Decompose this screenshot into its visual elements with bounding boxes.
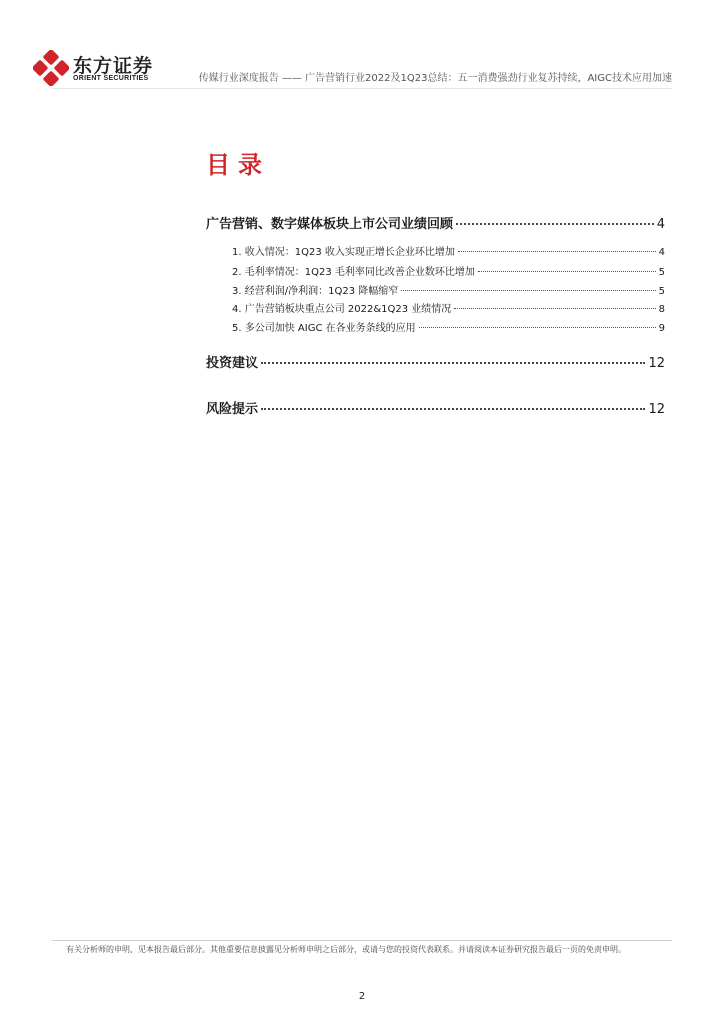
toc-dot-leader: [456, 223, 654, 225]
toc-entry-label: 经营利润/净利润：1Q23 降幅缩窄: [244, 286, 399, 297]
toc-entry-label: 多公司加快 AIGC 在各业务条线的应用: [244, 323, 416, 334]
toc-entry-page: 5: [658, 286, 665, 297]
header-divider: [52, 88, 672, 89]
logo-name-en: ORIENT SECURITIES: [73, 75, 149, 82]
toc-dot-leader: [401, 290, 655, 291]
toc-dot-leader: [478, 271, 656, 272]
toc-entry[interactable]: [232, 300, 665, 315]
toc-entry[interactable]: [206, 213, 665, 232]
toc-entry-number: 5.: [232, 323, 242, 334]
report-header-title: 传媒行业深度报告 —— 广告营销行业2022及1Q23总结：五一消费强劲行业复苏持续，AIGC技术应用加速: [198, 73, 672, 84]
toc-entry-number: 4.: [232, 304, 242, 315]
company-logo: [33, 50, 158, 86]
toc-entry-page: 9: [658, 323, 665, 334]
toc-dot-leader: [261, 408, 645, 410]
toc-dot-leader: [419, 327, 656, 328]
toc-entry[interactable]: [232, 243, 665, 258]
toc-entry-label: 风险提示: [206, 402, 259, 417]
toc-title: 目录: [206, 151, 270, 179]
toc-entry-label: 广告营销、数字媒体板块上市公司业绩回顾: [206, 217, 454, 232]
toc-entry-page: 12: [648, 402, 665, 417]
footer-disclaimer: 有关分析师的申明，见本报告最后部分。其他重要信息披露见分析师申明之后部分，或请与您的投资代表联系。并请阅读本证券研究报告最后一页的免责申明。: [66, 945, 626, 954]
toc-entry-label: 毛利率情况：1Q23 毛利率同比改善企业数环比增加: [244, 267, 475, 278]
toc-entry-page: 12: [648, 356, 665, 371]
toc-entry-page: 4: [656, 217, 665, 232]
toc-dot-leader: [458, 251, 656, 252]
toc-entry-label: 投资建议: [206, 356, 259, 371]
toc-entry-page: 8: [658, 304, 665, 315]
page-number: 2: [358, 991, 366, 1002]
toc-entry-number: 1.: [232, 247, 242, 258]
toc-entry-page: 5: [658, 267, 665, 278]
toc-entry[interactable]: [232, 282, 665, 297]
toc-entry[interactable]: [206, 352, 665, 371]
toc-entry[interactable]: [232, 263, 665, 278]
orient-securities-logo-icon: [33, 50, 69, 86]
toc-entry-number: 3.: [232, 286, 242, 297]
logo-name-cn: 东方证券: [73, 55, 154, 77]
toc-entry-page: 4: [658, 247, 665, 258]
toc-entry[interactable]: [206, 398, 665, 417]
toc-dot-leader: [261, 362, 645, 364]
toc-entry-label: 收入情况：1Q23 收入实现正增长企业环比增加: [244, 247, 455, 258]
toc-entry[interactable]: [232, 319, 665, 334]
footer-divider: [52, 940, 672, 941]
toc-dot-leader: [454, 308, 655, 309]
toc-entry-number: 2.: [232, 267, 242, 278]
toc-entry-label: 广告营销板块重点公司 2022&1Q23 业绩情况: [244, 304, 452, 315]
